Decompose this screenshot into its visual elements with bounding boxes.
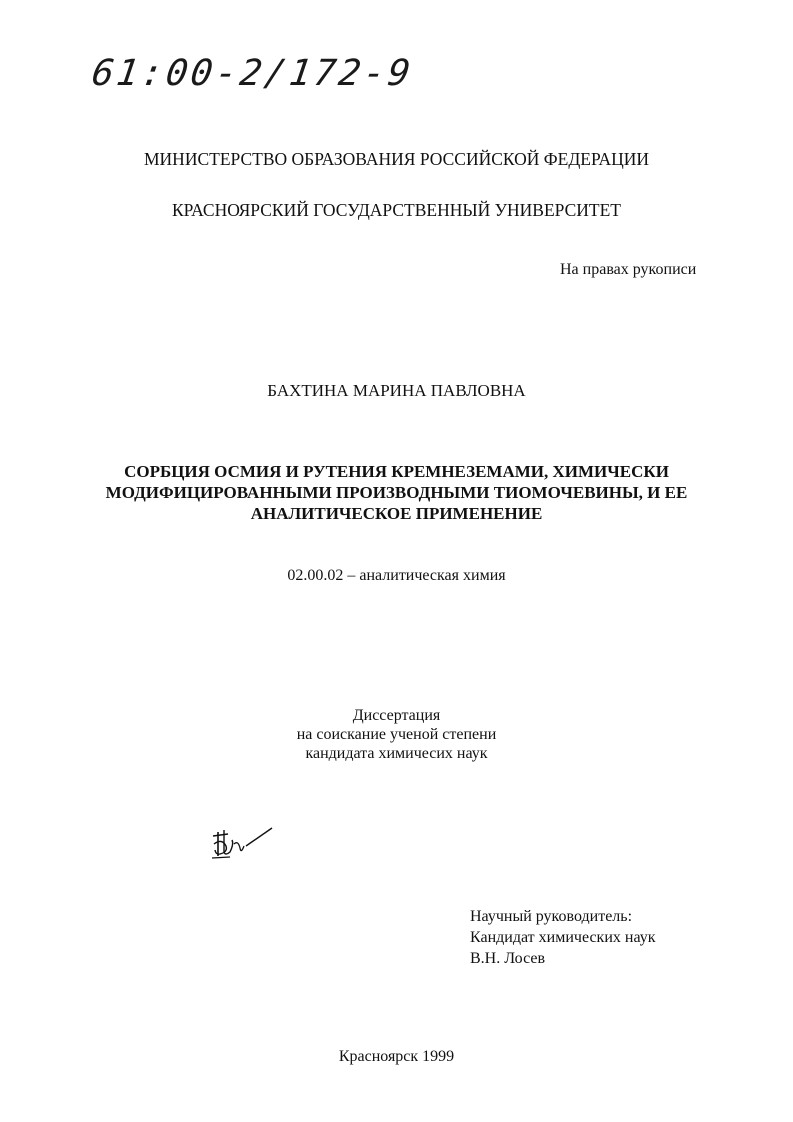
- title-line: СОРБЦИЯ ОСМИЯ И РУТЕНИЯ КРЕМНЕЗЕМАМИ, ХИМИЧЕСКИ: [124, 462, 669, 481]
- advisor-label: Научный руководитель:: [470, 908, 633, 925]
- title-line: АНАЛИТИЧЕСКОЕ ПРИМЕНЕНИЕ: [250, 504, 543, 523]
- title-line: МОДИФИЦИРОВАННЫМИ ПРОИЗВОДНЫМИ ТИОМОЧЕВИНЫ, И ЕЕ: [105, 483, 688, 502]
- manuscript-note: На правах рукописи: [560, 261, 697, 278]
- author-name: БАХТИНА МАРИНА ПАВЛОВНА: [267, 381, 526, 400]
- ministry-heading: МИНИСТЕРСТВО ОБРАЗОВАНИЯ РОССИЙСКОЙ ФЕДЕРАЦИИ: [143, 149, 649, 169]
- advisor-degree: Кандидат химических наук: [470, 929, 656, 946]
- dissertation-title: [0, 461, 793, 524]
- university-heading: КРАСНОЯРСКИЙ ГОСУДАРСТВЕННЫЙ УНИВЕРСИТЕТ: [172, 200, 621, 220]
- degree-name: кандидата химичесих наук: [305, 745, 488, 762]
- dissertation-type-block: [0, 706, 793, 763]
- specialty-code: 02.00.02 – аналитическая химия: [287, 567, 506, 584]
- city-year: Красноярск 1999: [338, 1048, 455, 1065]
- handwritten-signature: [210, 822, 276, 864]
- scientific-advisor-block: [470, 906, 656, 969]
- advisor-name: В.Н. Лосев: [470, 950, 546, 967]
- degree-purpose: на соискание ученой степени: [296, 726, 497, 743]
- archive-stamp-code: 61:00-2/172-9: [89, 53, 416, 94]
- dissertation-label: Диссертация: [352, 707, 441, 724]
